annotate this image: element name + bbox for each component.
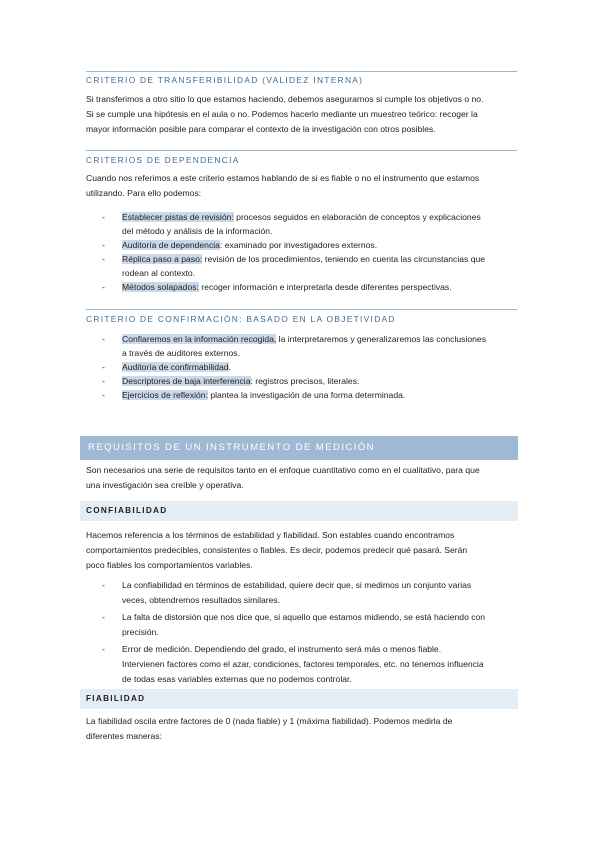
item-text-cont: veces, obtendremos resultados similares. <box>122 595 281 605</box>
section-banner <box>80 436 518 460</box>
text-line: diferentes maneras: <box>86 731 162 741</box>
list-item: - Métodos solapados: recoger información e interpretarla desde diferentes perspectivas. <box>102 282 452 292</box>
text-line: utilizando. Para ello podemos: <box>86 188 202 198</box>
list-item: - Establecer pistas de revisión: procesos seguidos en elaboración de conceptos y explicaciones del método y análisis de la información. <box>102 212 481 236</box>
item-text: recoger información e interpretarla desde diferentes perspectivas. <box>198 282 452 292</box>
paragraph <box>86 92 517 137</box>
highlighted-term: Réplica paso a paso: <box>122 254 203 264</box>
item-text: Error de medición. Dependiendo del grado, el instrumento será más o menos fiable. <box>122 644 442 654</box>
item-text: revisión de los procedimientos, teniendo en cuenta las circunstancias que <box>202 254 486 264</box>
item-text: plantea la investigación de una forma determinada. <box>207 390 406 400</box>
highlighted-term: Descriptores de baja interferencia <box>122 376 251 386</box>
text-line: Si se cumple una hipótesis en el aula o no. Podemos hacerlo mediante un muestreo teórico: recoger la <box>86 109 478 119</box>
list-item: - Error de medición. Dependiendo del grado, el instrumento será más o menos fiable. Intervienen factores como el azar, condiciones, factores temporales, etc. no tenemos influencia de todas esas variables externas que no podemos controlar. <box>102 644 484 684</box>
paragraph <box>86 528 517 573</box>
list-item: - Confiaremos en la información recogida, la interpretaremos y generalizaremos las conclusiones a través de auditores externos. <box>102 334 486 358</box>
list-item: - Auditoría de confirmabilidad. <box>102 362 231 372</box>
paragraph <box>86 714 517 744</box>
highlighted-term: Auditoría de dependencia <box>122 240 220 250</box>
item-text: : examinado por investigadores externos. <box>219 240 378 250</box>
item-text: procesos seguidos en elaboración de conceptos y explicaciones <box>233 212 481 222</box>
text-line: Son necesarios una serie de requisitos tanto en el enfoque cuantitativo como en el cualitativo, para que <box>86 465 480 475</box>
item-text-cont: de todas esas variables externas que no podemos controlar. <box>122 674 352 684</box>
subsection-title: FIABILIDAD <box>86 694 146 703</box>
item-text-cont: rodean al contexto. <box>122 268 196 278</box>
bullet-list <box>86 332 517 402</box>
item-text-cont: del método y análisis de la información. <box>122 226 273 236</box>
text-line: una investigación sea creíble y operativa. <box>86 480 244 490</box>
text-line: Hacemos referencia a los términos de estabilidad y fiabilidad. Son estables cuando encontramos <box>86 530 455 540</box>
list-item: - Ejercicios de reflexión: plantea la investigación de una forma determinada. <box>102 390 406 400</box>
item-text-cont: a través de auditores externos. <box>122 348 240 358</box>
bullet-list <box>86 210 517 294</box>
section-heading: CRITERIOS DE DEPENDENCIA <box>86 155 240 165</box>
item-text: La falta de distorsión que nos dice que, si aquello que estamos midiendo, se está haciendo con <box>122 612 486 622</box>
highlighted-term: Establecer pistas de revisión: <box>122 212 234 222</box>
item-text-cont: precisión. <box>122 627 159 637</box>
item-text: : registros precisos, literales. <box>250 376 360 386</box>
text-line: poco fiables los comportamientos variables. <box>86 560 253 570</box>
item-text: la interpretaremos y generalizaremos las conclusiones <box>276 334 486 344</box>
highlighted-term: Ejercicios de reflexión: <box>122 390 208 400</box>
highlighted-term: Auditoría de confirmabilidad <box>122 362 229 372</box>
text-line: mayor información posible para comparar el contexto de la investigación con otros posibles. <box>86 124 436 134</box>
list-item: - La confiabilidad en términos de estabilidad, quiere decir que, si medimos un conjunto varias veces, obtendremos resultados similares. <box>102 580 472 605</box>
section-rule <box>86 309 517 310</box>
list-item: - Auditoría de dependencia: examinado por investigadores externos. <box>102 240 378 250</box>
section-rule <box>86 150 517 151</box>
list-item: - Descriptores de baja interferencia: registros precisos, literales. <box>102 376 360 386</box>
item-text: . <box>228 362 231 372</box>
highlighted-term: Métodos solapados: <box>122 282 199 292</box>
item-text: La confiabilidad en términos de estabilidad, quiere decir que, si medimos un conjunto varias <box>122 580 472 590</box>
bullet-list <box>86 578 517 687</box>
text-line: comportamientos predecibles, consistentes o fiables. Es decir, podemos predecir qué pasará. Serán <box>86 545 468 555</box>
banner-title: REQUISITOS DE UN INSTRUMENTO DE MEDICIÓN <box>88 442 375 453</box>
text-line: Si transferimos a otro sitio lo que estamos haciendo, debemos asegurarnos si cumple los objetivos o no. <box>86 94 484 104</box>
section-rule <box>86 71 517 72</box>
text-line: Cuando nos referimos a este criterio estamos hablando de si es fiable o no el instrumento que estamos <box>86 173 480 183</box>
list-item: - Réplica paso a paso: revisión de los procedimientos, teniendo en cuenta las circunstancias que rodean al contexto. <box>102 254 486 278</box>
subsection-band <box>80 689 518 709</box>
text-line: La fiabilidad oscila entre factores de 0 (nada fiable) y 1 (máxima fiabilidad). Podemos medirla de <box>86 716 453 726</box>
paragraph <box>86 171 517 201</box>
item-text-cont: Intervienen factores como el azar, condiciones, factores temporales, etc. no tenemos influencia <box>122 659 484 669</box>
section-heading: CRITERIO DE TRANSFERIBILIDAD (VALIDEZ INTERNA) <box>86 75 364 85</box>
section-heading: CRITERIO DE CONFIRMACIÓN: BASADO EN LA OBJETIVIDAD <box>86 314 396 324</box>
highlighted-term: Confiaremos en la información recogida, <box>122 334 277 344</box>
subsection-band <box>80 501 518 521</box>
list-item: - La falta de distorsión que nos dice que, si aquello que estamos midiendo, se está haciendo con precisión. <box>102 612 486 637</box>
paragraph <box>86 463 517 493</box>
subsection-title: CONFIABILIDAD <box>86 506 168 515</box>
